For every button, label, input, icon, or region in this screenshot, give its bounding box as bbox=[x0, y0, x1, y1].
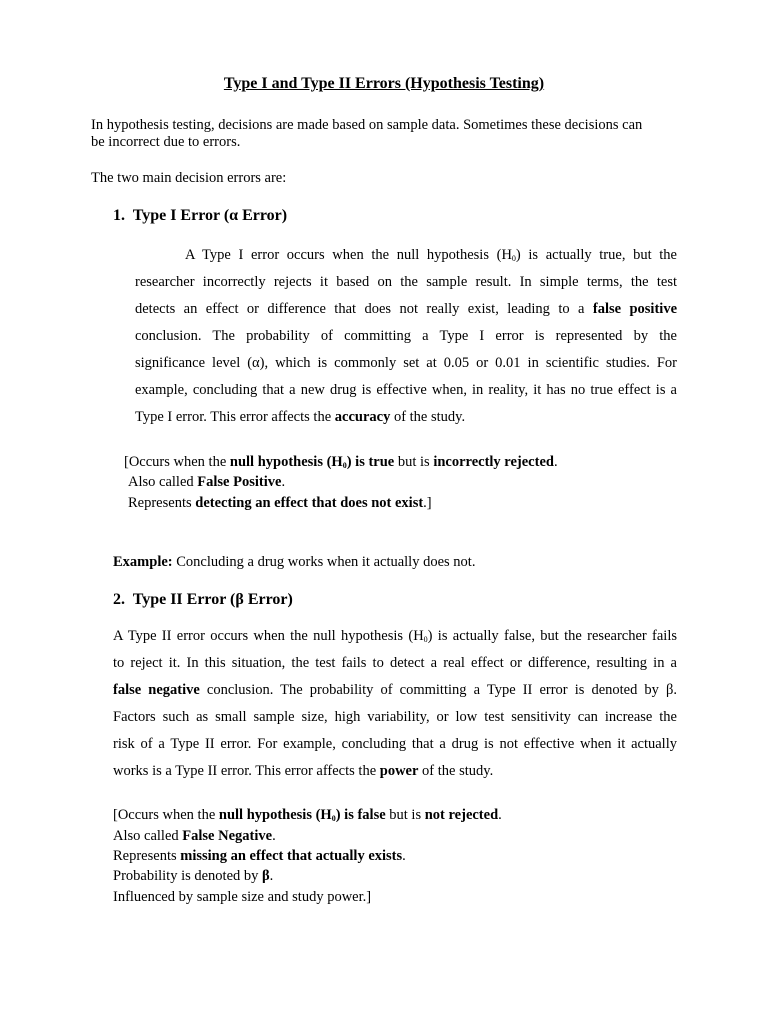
section1-para-line: Type I error. This error affects the accuracy of the study. bbox=[135, 409, 466, 425]
section2-number: 2. bbox=[113, 591, 125, 608]
section1-summary-line-1: [Occurs when the null hypothesis $(H_0)$ is true but is incorrectly rejected. bbox=[124, 454, 558, 470]
intro-line-1: In hypothesis testing, decisions are made based on sample data. Sometimes these decisions can bbox=[91, 117, 643, 133]
section2-para-line: Factors such as small sample size, high variability, or low test sensitivity can increase the bbox=[113, 709, 677, 725]
section1-paragraph bbox=[135, 242, 677, 431]
section1-summary-line-2: Also called False Positive. bbox=[128, 474, 286, 490]
intro-line-2: be incorrect due to errors. bbox=[91, 134, 241, 150]
section2-summary-line-1: [Occurs when the null hypothesis $(H_0)$ is false but is not rejected. bbox=[113, 807, 502, 823]
section2-para-line: A Type II error occurs when the null hypothesis $(H_0)$ is actually false, but the researcher fails bbox=[113, 628, 678, 644]
section2-heading-text: Type II Error (β Error) bbox=[132, 591, 293, 608]
section2-summary-line-2: Also called False Negative. bbox=[113, 828, 276, 844]
section2-para-line: to reject it. In this situation, the test fails to detect a real effect or difference, resulting in a bbox=[113, 655, 677, 671]
section1-heading-text: Type I Error (α Error) bbox=[132, 207, 288, 224]
document-title: Type I and Type II Errors (Hypothesis Testing) bbox=[223, 75, 545, 92]
section2-para-line: works is a Type II error. This error affects the power of the study. bbox=[113, 763, 494, 779]
section2-summary-line-4: Probability is denoted by β. bbox=[113, 868, 274, 884]
section2-paragraph bbox=[113, 623, 677, 785]
example-text: Concluding a drug works when it actually does not. bbox=[176, 554, 476, 570]
section1-summary-line-3: Represents detecting an effect that does not exist.] bbox=[128, 495, 432, 511]
section2-heading bbox=[113, 590, 293, 610]
section1-para-line: A Type I error occurs when the null hypothesis $(H_0)$ is actually true, but the bbox=[185, 247, 677, 263]
section1-para-line: researcher incorrectly rejects it based on the sample result. In simple terms, the test bbox=[135, 274, 677, 290]
main-errors-text: The two main decision errors are: bbox=[91, 170, 287, 186]
section2-para-line: false negative conclusion. The probability of committing a Type II error is denoted by β. bbox=[113, 682, 678, 698]
section2-summary-line-3: Represents missing an effect that actually exists. bbox=[113, 848, 406, 864]
section1-para-line: detects an effect or difference that does not really exist, leading to a false positive bbox=[135, 301, 678, 317]
example-line bbox=[113, 554, 475, 571]
section1-para-line: significance level (α), which is commonly set at 0.05 or 0.01 in scientific studies. For bbox=[135, 355, 677, 371]
example-label: Example: bbox=[113, 554, 173, 570]
section1-heading bbox=[113, 206, 287, 226]
section1-para-line: conclusion. The probability of committing a Type I error is represented by the bbox=[135, 328, 677, 344]
section2-summary-line-5: Influenced by sample size and study power.] bbox=[113, 889, 372, 905]
section1-para-line: example, concluding that a new drug is effective when, in reality, it has no true effect is a bbox=[135, 382, 677, 398]
section2-para-line: risk of a Type II error. For example, concluding that a drug is not effective when it actually bbox=[113, 736, 677, 752]
section1-number: 1. bbox=[113, 207, 125, 224]
